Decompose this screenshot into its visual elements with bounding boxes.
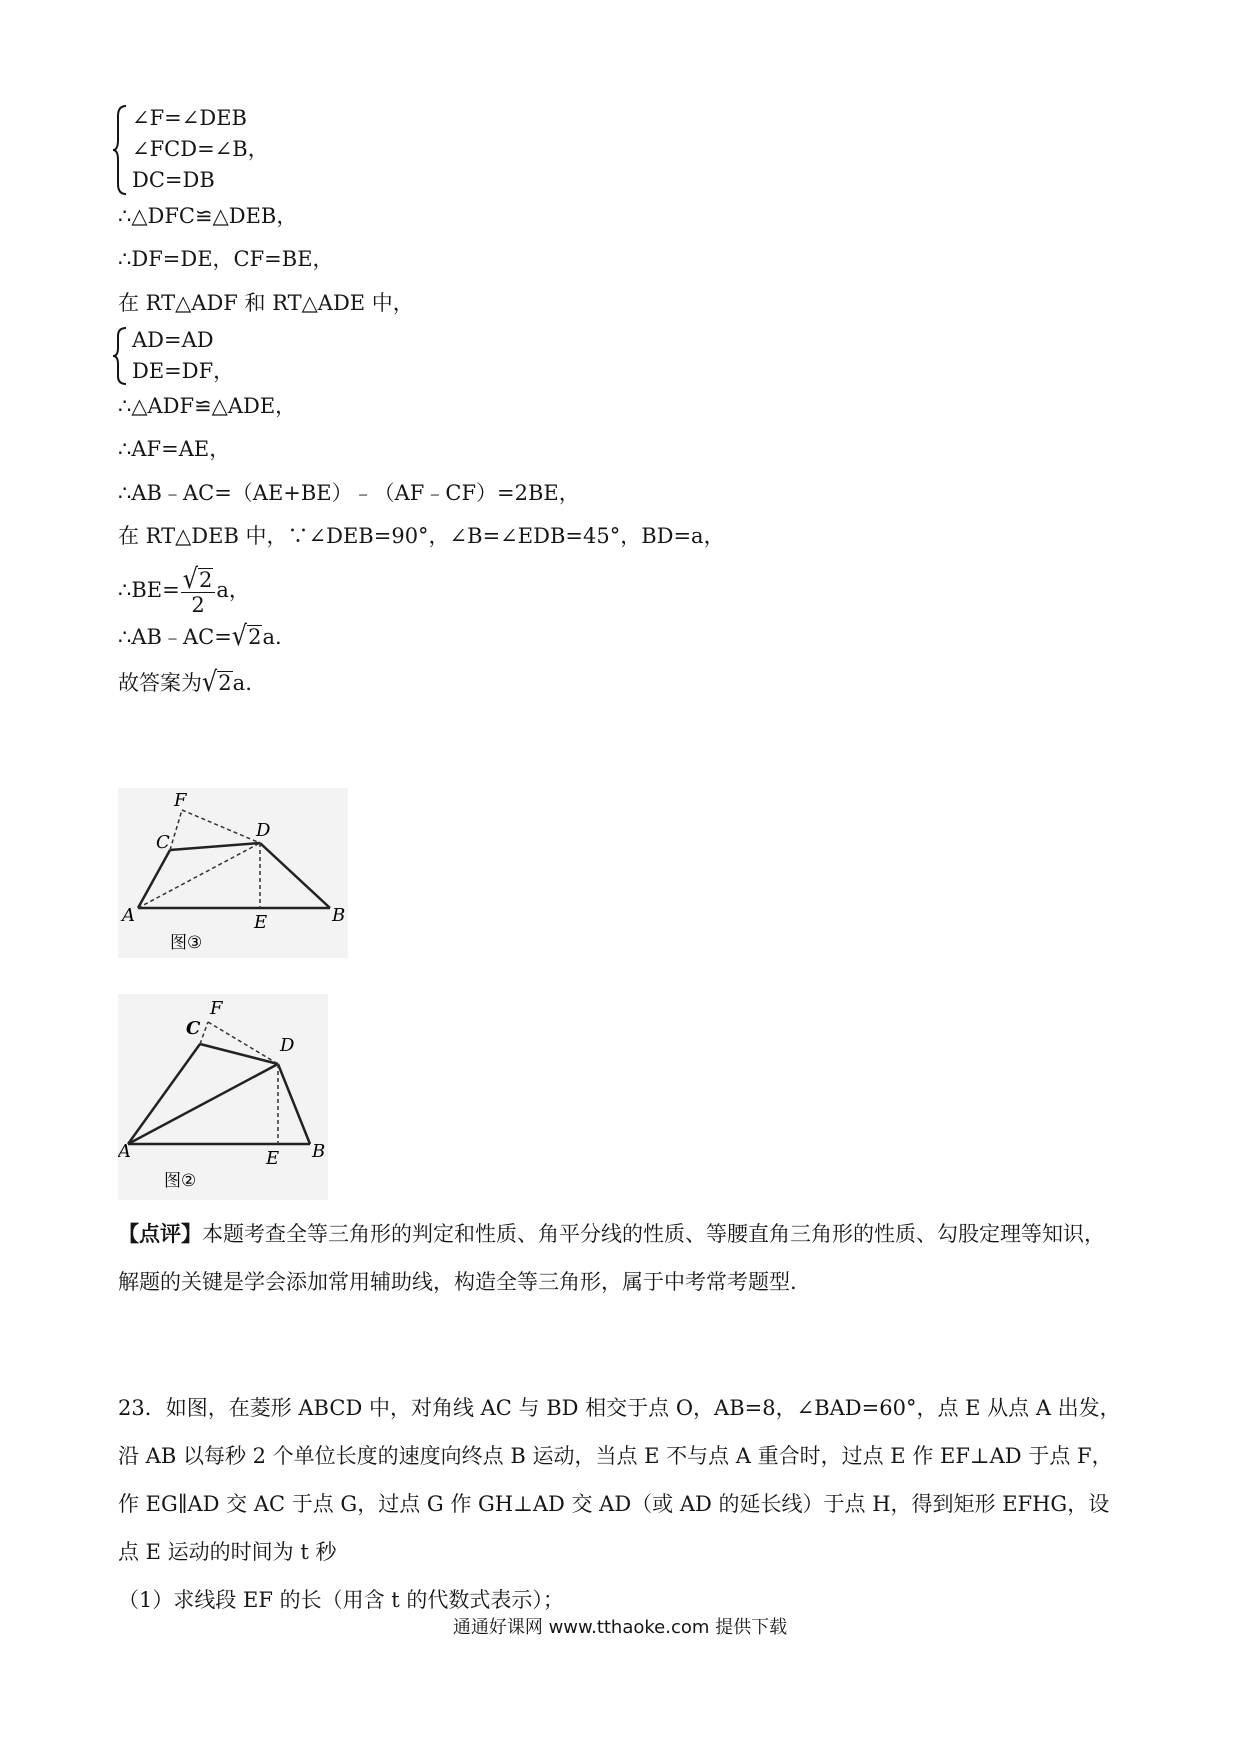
left-brace-icon [112, 104, 128, 196]
label-b: B [312, 1141, 326, 1162]
label-a: A [122, 905, 135, 926]
figure-2 [118, 994, 328, 1200]
sqrt-sign-icon: √ [231, 619, 248, 653]
system-2-row: AD=AD [132, 328, 214, 352]
label-e: E [266, 1148, 280, 1169]
be-line: ∴BE= $\frac{√2}{2}$ a， [118, 562, 250, 617]
system-1-row: ∠FCD=∠B， [132, 137, 269, 161]
ab-ac-line: ∴AB﹣AC=√2a. [118, 619, 282, 653]
sqrt-sign-icon: √ [202, 665, 218, 699]
proof-line: 在 RT△ADF 和 RT△ADE 中， [118, 291, 414, 315]
label-f: F [174, 790, 187, 811]
proof-line: ∴DF=DE，CF=BE， [118, 247, 334, 271]
proof-line: ∴AB﹣AC=（AE+BE）﹣（AF﹣CF）=2BE， [118, 481, 580, 505]
problem-23-question-1: （1）求线段 EF 的长（用含 t 的代数式表示）； [118, 1588, 564, 1612]
figure-3 [118, 788, 348, 958]
proof-line: ∴△DFC≌△DEB， [118, 204, 298, 228]
label-c: C [156, 832, 170, 853]
answer-line: 故答案为√2a. [118, 665, 252, 699]
system-1-row: ∠F=∠DEB [132, 106, 247, 130]
system-2-comma: ， [213, 359, 235, 383]
label-f: F [210, 998, 223, 1019]
comment-text: 本题考查全等三角形的判定和性质、角平分线的性质、等腰直角三角形的性质、勾股定理等知识，解题的关键是学会添加常用辅助线，构造全等三角形，属于中考常考题型. [118, 1222, 1105, 1294]
label-b: B [332, 905, 346, 926]
comment-tag: 【点评】 [118, 1221, 202, 1246]
system-2-row: DE=DF， [132, 359, 235, 383]
left-brace-icon [112, 326, 128, 386]
figure-caption: 图② [164, 1171, 197, 1191]
system-1-row: DC=DB [132, 168, 215, 192]
fraction: $\frac{√2}{2}$ [181, 567, 216, 617]
review-comment [118, 1210, 1123, 1306]
label-d: D [256, 820, 271, 841]
sqrt-sign-icon: √ [182, 562, 199, 595]
proof-line: ∴AF=AE， [118, 437, 231, 461]
proof-line: ∴△ADF≌△ADE， [118, 394, 297, 418]
label-d: D [280, 1035, 295, 1056]
figure-caption: 图③ [170, 933, 203, 953]
page-footer: 通通好课网 www.tthaoke.com 提供下载 [452, 1617, 788, 1638]
problem-23-statement: 23．如图，在菱形 ABCD 中，对角线 AC 与 BD 相交于点 O，AB=8，∠BAD=60°，点 E 从点 A 出发，沿 AB 以每秒 2 个单位长度的速度向终点 B 运动，当点 E 不与点 A 重合时，过点 E 作 EF⊥AD 于点 F，作 EG∥AD 交 AC 于点 G，过点 G 作 GH⊥AD 交 AD（或 AD 的延长线）于点 H，得到矩形 EFHG，设点 E 运动的时间为 t 秒 [118, 1396, 1121, 1564]
proof-line: 在 RT△DEB 中，∵∠DEB=90°，∠B=∠EDB=45°，BD=a， [118, 524, 725, 548]
problem-23 [118, 1384, 1128, 1624]
label-e: E [254, 912, 268, 933]
label-c: C [186, 1018, 201, 1039]
label-a: A [118, 1141, 131, 1162]
